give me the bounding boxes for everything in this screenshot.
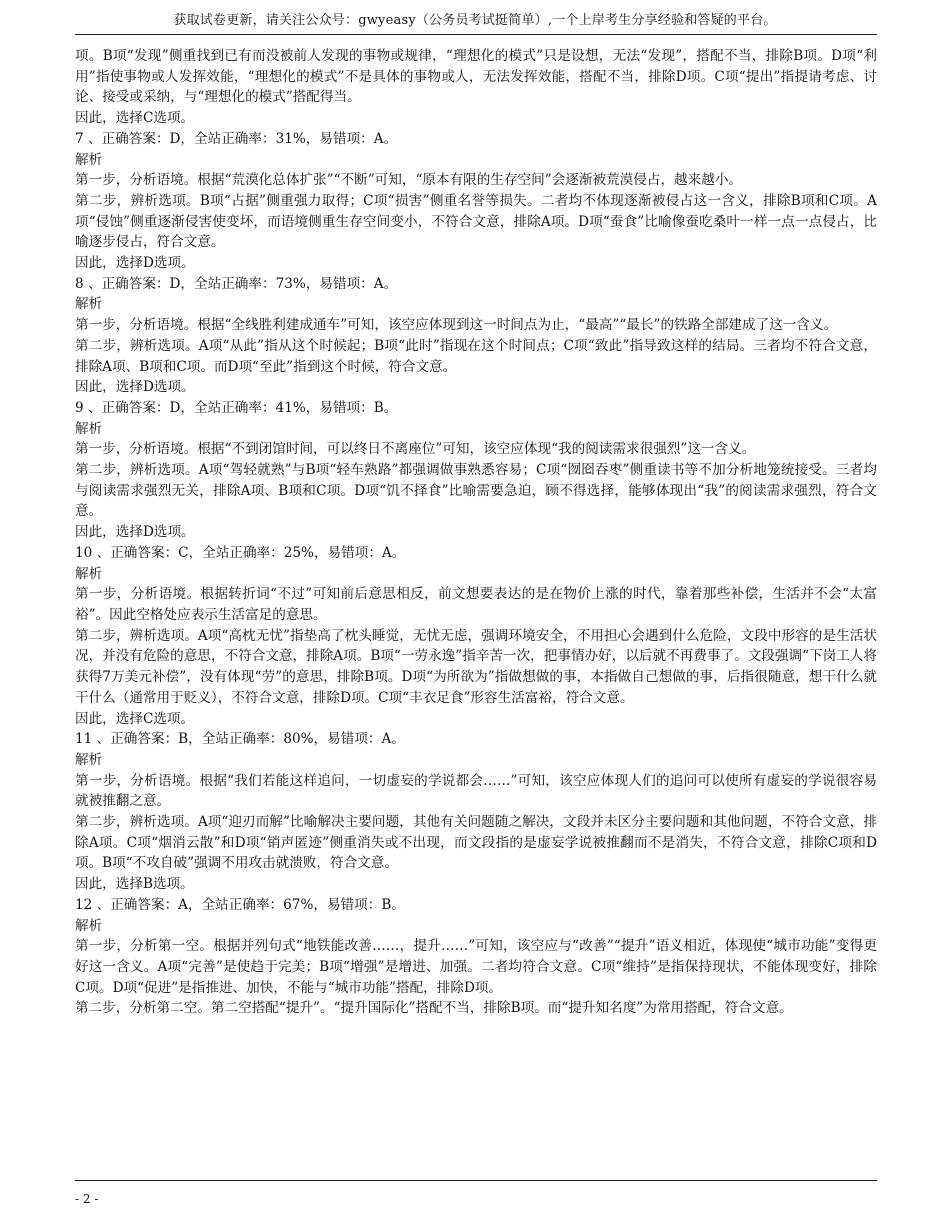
analysis-heading: 解析: [75, 751, 103, 768]
paragraph: 第二步，辨析选项。A项“高枕无忧”指垫高了枕头睡觉，无忧无虑，强调环境安全，不用担心会遇到什么危险，文段中形容的是生活状况，并没有危险的意思，不符合文意，排除A项。B项“一劳永逸”指辛苦一次，把事情办好，以后就不再费事了。文段强调“下岗工人将获得7万美元补偿”，没有体现“劳”的意思，排除B项。D项“为所欲为”指做想做的事，本指做自己想做的事，后指很随意，想干什么就干什么（通常用于贬义），不符合文意，排除D项。C项“丰衣足食”形容生活富裕，符合文意。: [75, 627, 877, 706]
answer-line: 12 、正确答案：A，全站正确率：67%，易错项：B。: [75, 896, 405, 913]
answer-line: 7 、正确答案：D，全站正确率：31%，易错项：A。: [75, 130, 398, 147]
answer-line: 9 、正确答案：D，全站正确率：41%，易错项：B。: [75, 399, 398, 416]
header-divider: [75, 34, 877, 35]
analysis-heading: 解析: [75, 917, 103, 934]
page-header: 获取试卷更新，请关注公众号：gwyeasy（公务员考试挺简单）,一个上岸考生分享经验和答疑的平台。: [173, 13, 777, 28]
paragraph: 第二步，辨析选项。A项“迎刃而解”比喻解决主要问题，其他有关问题随之解决，文段并未区分主要问题和其他问题，不符合文意，排除A项。C项“烟消云散”和D项“销声匿迹”侧重消失或不出现，而文段指的是虚妄学说被推翻而不是消失，不符合文意，排除C项和D项。B项“不攻自破”强调不用攻击就溃败，符合文意。: [75, 814, 877, 872]
paragraph: 因此，选择D选项。: [75, 255, 195, 272]
paragraph: 第二步，辨析选项。B项“占据”侧重强力取得；C项“损害”侧重名誉等损失。二者均不体现逐渐被侵占这一含义，排除B项和C项。A项“侵蚀”侧重逐渐侵害使变坏，而语境侧重生存空间变小，不符合文意，排除A项。D项“蚕食”比喻像蚕吃桑叶一样一点一点侵占，比喻逐步侵占，符合文意。: [75, 192, 877, 251]
paragraph: 因此，选择B选项。: [75, 876, 194, 893]
analysis-heading: 解析: [75, 565, 103, 582]
analysis-heading: 解析: [75, 296, 103, 313]
paragraph: 第一步，分析语境。根据“全线胜利建成通车”可知，该空应体现到这一时间点为止，“最高”“最长”的铁路全部建成了这一含义。: [75, 317, 838, 334]
paragraph: 第一步，分析语境。根据“荒漠化总体扩张”“不断”可知，“原本有限的生存空间”会逐渐被荒漠侵占，越来越小。: [75, 172, 743, 189]
answer-line: 8 、正确答案：D，全站正确率：73%，易错项：A。: [75, 275, 398, 292]
paragraph: 第二步，辨析选项。A项“从此”指从这个时候起；B项“此时”指现在这个时间点；C项“致此”指导致这样的结局。三者均不符合文意，排除A项、B项和C项。而D项“至此”指到这个时候，符合文意。: [75, 337, 877, 375]
paragraph: 第一步，分析语境。根据“不到闭馆时间，可以终日不离座位”可知，该空应体现“我的阅读需求很强烈”这一含义。: [75, 441, 756, 458]
document-body: [75, 46, 877, 1019]
paragraph: 因此，选择C选项。: [75, 110, 195, 127]
answer-line: 11 、正确答案：B，全站正确率：80%，易错项：A。: [75, 731, 405, 748]
paragraph: 因此，选择D选项。: [75, 379, 195, 396]
paragraph: 第二步，分析第二空。第二空搭配“提升”。“提升国际化”搭配不当，排除B项。而“提升知名度”为常用搭配，符合文意。: [75, 1000, 793, 1017]
paragraph: 因此，选择C选项。: [75, 710, 195, 727]
paragraph: 第二步，辨析选项。A项“驾轻就熟”与B项“轻车熟路”都强调做事熟悉容易；C项“囫囵吞枣”侧重读书等不加分析地笼统接受。三者均与阅读需求强烈无关，排除A项、B项和C项。D项“饥不择食”比喻需要急迫，顾不得选择，能够体现出“我”的阅读需求强烈，符合文意。: [75, 462, 877, 520]
analysis-heading: 解析: [75, 151, 103, 168]
page-number: - 2 -: [75, 1192, 99, 1206]
paragraph: 因此，选择D选项。: [75, 524, 195, 541]
paragraph: 项。B项“发现”侧重找到已有而没被前人发现的事物或规律，“理想化的模式”只是设想，无法“发现”，搭配不当，排除B项。D项“利用”指使事物或人发挥效能，“理想化的模式”不是具体的事物或人，无法发挥效能，搭配不当，排除D项。C项“提出”指提请考虑、讨论、接受或采纳，与“理想化的模式”搭配得当。: [75, 48, 877, 106]
paragraph: 第一步，分析语境。根据“我们若能这样追问，一切虚妄的学说都会……”可知，该空应体现人们的追问可以使所有虚妄的学说很容易就被推翻之意。: [75, 772, 877, 810]
analysis-heading: 解析: [75, 420, 103, 437]
paragraph: 第一步，分析第一空。根据并列句式“地铁能改善……，提升……”可知，该空应与“改善”“提升”语义相近，体现使“城市功能”变得更好这一含义。A项“完善”是使趋于完美；B项“增强”是增进、加强。二者均符合文意。C项“维持”是指保持现状，不能体现变好，排除C项。D项“促进”是指推进、加快，不能与“城市功能”搭配，排除D项。: [75, 938, 877, 996]
paragraph: 第一步，分析语境。根据转折词“不过”可知前后意思相反，前文想要表达的是在物价上涨的时代，靠着那些补偿，生活并不会“太富裕”。因此空格处应表示生活富足的意思。: [75, 586, 877, 623]
answer-line: 10 、正确答案：C，全站正确率：25%，易错项：A。: [75, 544, 406, 561]
footer-divider: [75, 1180, 877, 1181]
